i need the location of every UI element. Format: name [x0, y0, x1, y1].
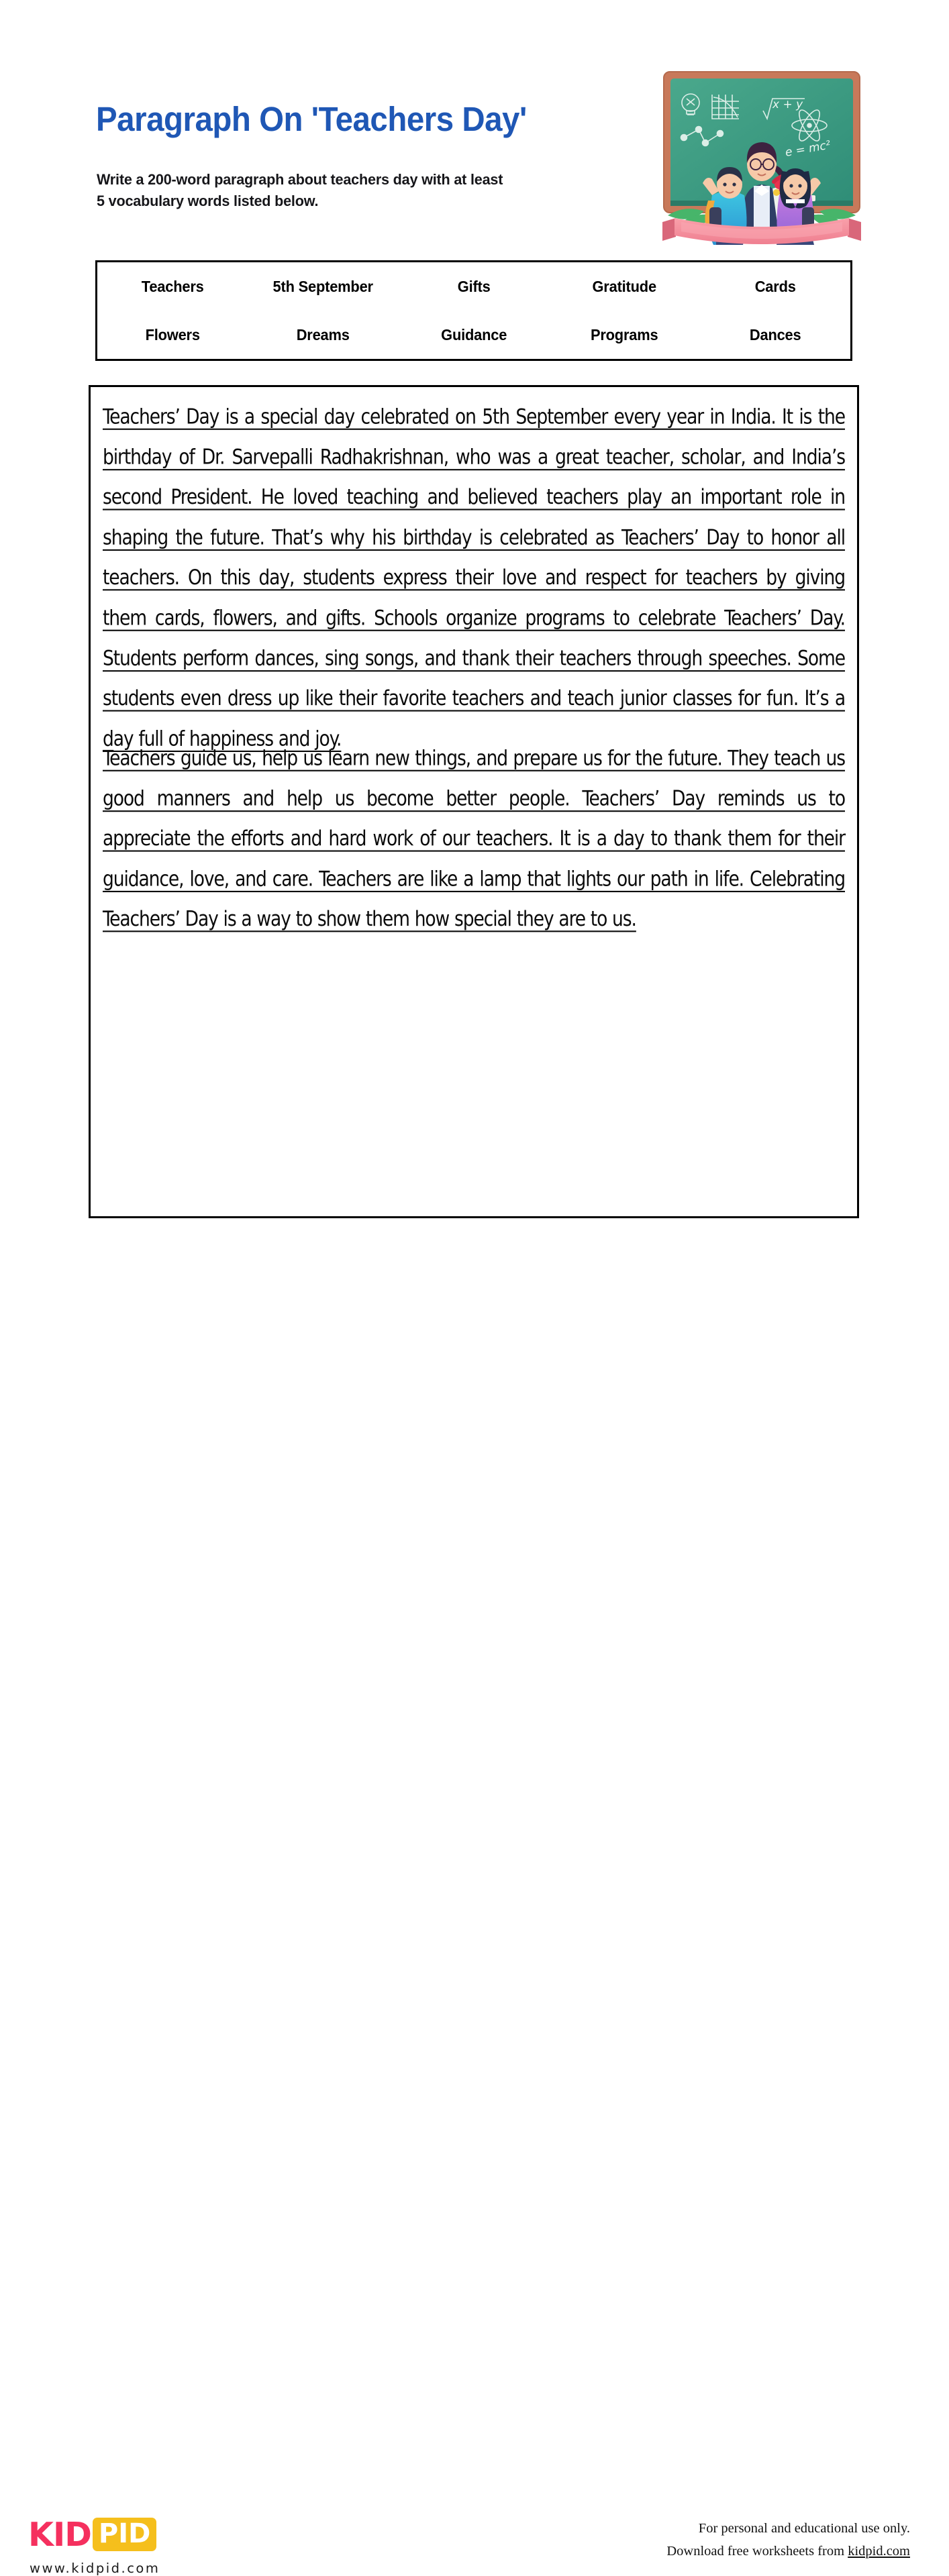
vocabulary-word: Gratitude [592, 277, 657, 295]
vocabulary-word: Teachers [141, 277, 204, 295]
answer-paragraph-1: Teachers’ Day is a special day celebrated on 5th September every year in India. It is the birthday of Dr. Sarvepalli Radhakrishnan, who was a great teacher, scholar, and India’s second President. He loved teaching and believed teachers play an important role in shaping the future. That’s why his birthday is celebrated as Teachers’ Day to honor all teachers. On this day, students express their love and respect for teachers by giving them cards, flowers, and gifts. Schools organize programs to celebrate Teachers’ Day. Students perform dances, sing songs, and thank their teachers through speeches. Some students even dress up like their favorite teachers and teach junior classes for fun. It’s a day full of happiness and joy. [103, 404, 845, 751]
logo-text-pid: PID [93, 2518, 156, 2551]
logo-text-kid: KID [28, 2515, 91, 2554]
vocabulary-word: 5th September [272, 277, 374, 295]
writing-answer-area[interactable] [89, 385, 859, 1218]
svg-text:x + y: x + y [772, 98, 803, 111]
logo-website-url: www.kidpid.com [30, 2561, 160, 2576]
page-subtitle: Write a 200-word paragraph about teachers day with at least 5 vocabulary words listed below. [97, 171, 503, 209]
teacher-and-students-chalkboard-illustration [654, 64, 869, 245]
vocabulary-word: Programs [591, 325, 658, 343]
page-title: Paragraph On 'Teachers Day' [96, 100, 527, 138]
svg-text:e = mc²: e = mc² [784, 138, 832, 160]
worksheet-header [0, 0, 949, 248]
worksheet-footer [0, 1248, 949, 2576]
vocabulary-word: Cards [754, 277, 796, 295]
vocabulary-row [97, 311, 850, 359]
vocabulary-word: Gifts [457, 277, 491, 295]
vocabulary-word: Dreams [297, 325, 350, 343]
vocabulary-word-bank [95, 260, 852, 361]
footer-notice-line1: For personal and educational use only. [698, 2521, 910, 2536]
answer-paragraph-2: Teachers guide us, help us learn new things, and prepare us for the future. They teach us good manners and help us become better people. Teachers’ Day reminds us to appreciate the efforts and hard work of our teachers. It is a day to thank them for their guidance, love, and care. Teachers are like a lamp that lights our path in life. Celebrating Teachers’ Day is a way to show them how special they are to us. [103, 746, 845, 932]
vocabulary-row [97, 262, 850, 311]
footer-notice-line2 [666, 2540, 910, 2563]
footer-notice-prefix: Download free worksheets from [666, 2543, 848, 2559]
vocabulary-word: Flowers [145, 325, 200, 343]
kidpid-link[interactable]: kidpid.com [848, 2543, 910, 2559]
footer-notice [666, 2518, 910, 2563]
vocabulary-word: Guidance [440, 325, 507, 343]
kidpid-logo [28, 2515, 156, 2554]
vocabulary-word: Dances [749, 325, 801, 343]
